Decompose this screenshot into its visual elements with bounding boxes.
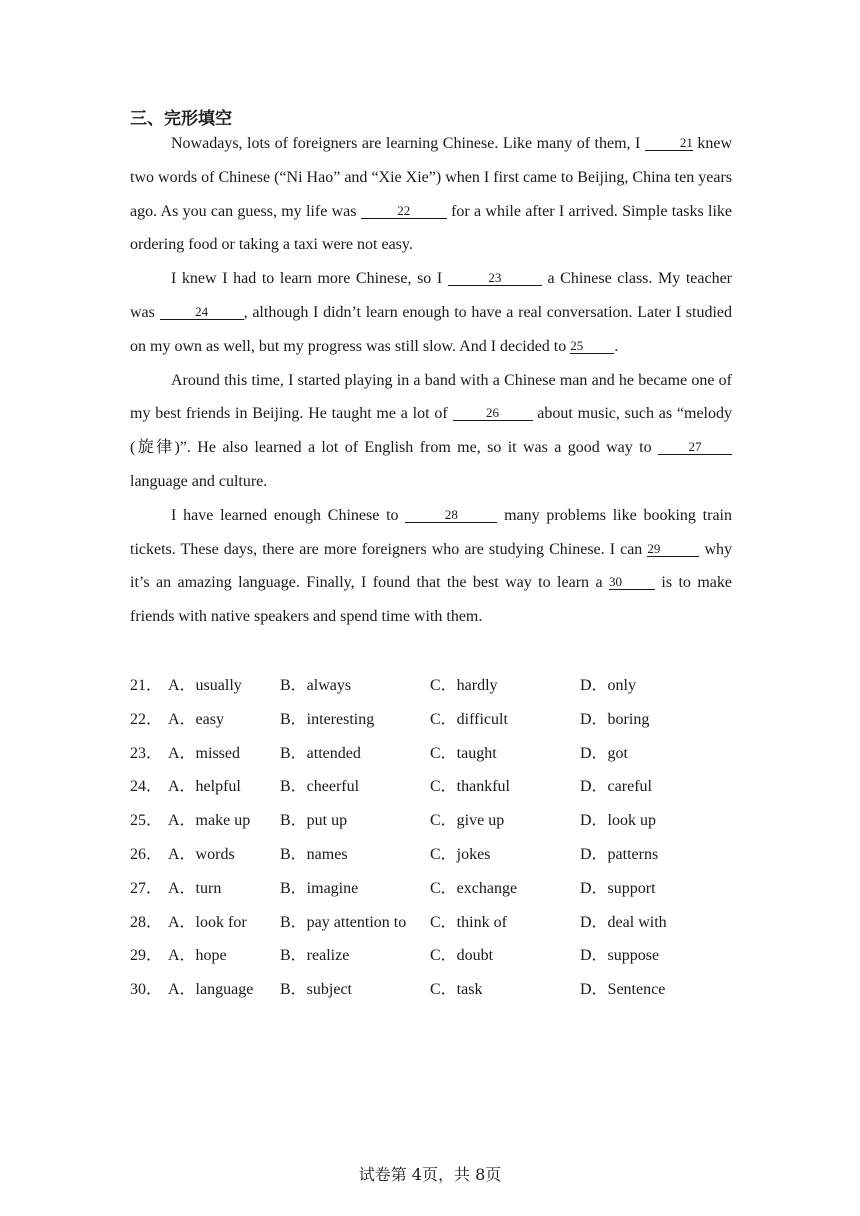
option-b: B．attended [280, 744, 361, 762]
paragraph-1 [130, 127, 732, 262]
blank-23: 23 [448, 270, 542, 286]
paragraph-4 [130, 499, 732, 634]
option-b: B．always [280, 677, 352, 694]
page-footer: 试卷第 4页，共 8页 [358, 1165, 502, 1184]
question-row [130, 939, 732, 973]
section-title: 三、完形填空 [130, 109, 232, 129]
option-c: C．think of [430, 913, 507, 931]
option-d: D．look up [580, 812, 657, 830]
text: about music, such as “melody (旋律)”. He also learned a lot of English from me, so it was a good way to [130, 405, 733, 457]
text: language and culture. [130, 472, 268, 490]
blank-29: 29 [647, 541, 699, 557]
option-d: D．patterns [580, 845, 659, 863]
text: knew two words of Chinese (“Ni Hao” and “Xie Xie”) when I first came to Beijing, China ten years ago. As you can guess, my life was [130, 135, 733, 220]
option-d: D．only [580, 677, 637, 694]
option-d: D．careful [580, 778, 652, 796]
text: a Chinese class. My teacher was [130, 270, 733, 321]
question-number: 21． [130, 677, 163, 694]
option-c: C．thankful [430, 778, 510, 796]
option-c: C．doubt [430, 947, 494, 965]
option-d: D．got [580, 744, 629, 762]
option-b: B．subject [280, 981, 352, 999]
option-a: A．turn [168, 879, 222, 897]
option-c: C．jokes [430, 845, 491, 863]
question-row [130, 906, 732, 940]
blank-28: 28 [405, 507, 497, 523]
question-number: 22． [130, 710, 163, 728]
option-a: A．look for [168, 913, 247, 931]
question-number: 27． [130, 879, 163, 897]
text: Nowadays, lots of foreigners are learning Chinese. Like many of them, I [171, 135, 645, 152]
question-row [130, 703, 732, 737]
text: I have learned enough Chinese to [171, 506, 406, 524]
option-d: D．suppose [580, 947, 660, 965]
question-number: 29． [130, 947, 163, 965]
blank-24: 24 [160, 304, 244, 320]
option-a: A．easy [168, 710, 224, 728]
question-number: 28． [130, 913, 163, 931]
option-b: B．interesting [280, 710, 375, 728]
option-a: A．hope [168, 947, 227, 965]
option-a: A．language [168, 981, 254, 999]
question-number: 23． [130, 744, 163, 762]
blank-21: 21 [645, 135, 693, 151]
paragraph-3 [130, 364, 732, 499]
option-b: B．cheerful [280, 778, 360, 796]
option-c: C．taught [430, 744, 497, 762]
text: . [614, 337, 619, 355]
blank-25: 25 [570, 338, 614, 354]
question-row [130, 872, 732, 906]
option-d: D．boring [580, 710, 650, 728]
question-number: 24． [130, 778, 163, 796]
blank-30: 30 [609, 574, 655, 590]
text: for a while after I arrived. Simple tasks like ordering food or taking a taxi were not easy. [130, 202, 733, 254]
text: is to make friends with native speakers and spend time with them. [130, 574, 732, 626]
option-b: B．put up [280, 812, 348, 830]
option-d: D．deal with [580, 913, 667, 931]
option-b: B．realize [280, 947, 350, 965]
option-b: B．imagine [280, 879, 359, 897]
option-c: C．exchange [430, 879, 518, 897]
blank-26: 26 [453, 405, 533, 421]
option-a: A．missed [168, 744, 241, 762]
option-c: C．give up [430, 812, 505, 830]
blank-27: 27 [658, 439, 732, 455]
option-a: A．helpful [168, 778, 241, 796]
answer-options [130, 669, 732, 1007]
option-a: A．make up [168, 812, 251, 830]
question-row [130, 973, 732, 1007]
text: many problems like booking train tickets. These days, there are more foreigners who are studying Chinese. I can [130, 506, 732, 558]
question-row [130, 838, 732, 872]
paragraph-2 [130, 262, 732, 363]
option-a: A．usually [168, 677, 242, 694]
text: , although I didn’t learn enough to have a real conversation. Later I studied on my own as well, but my progress was still slow. And I decided to [130, 303, 732, 355]
question-number: 26． [130, 845, 163, 863]
option-c: C．difficult [430, 710, 508, 728]
option-d: D．Sentence [580, 981, 666, 999]
blank-22: 22 [361, 203, 447, 219]
text: I knew I had to learn more Chinese, so I [171, 270, 448, 288]
option-c: C．task [430, 981, 483, 999]
question-row [130, 770, 732, 804]
question-row [130, 737, 732, 771]
option-d: D．support [580, 879, 656, 897]
question-number: 30． [130, 981, 163, 999]
text: why it’s an amazing language. Finally, I found that the best way to learn a [130, 540, 732, 592]
option-a: A．words [168, 845, 235, 863]
question-number: 25． [130, 812, 163, 830]
question-row [130, 804, 732, 838]
option-c: C．hardly [430, 677, 498, 694]
text: Around this time, I started playing in a band with a Chinese man and he became one of my best friends in Beijing. He taught me a lot of [130, 371, 732, 423]
question-row [130, 669, 732, 703]
option-b: B．names [280, 845, 348, 863]
cloze-passage [130, 127, 732, 634]
option-b: B．pay attention to [280, 913, 407, 931]
